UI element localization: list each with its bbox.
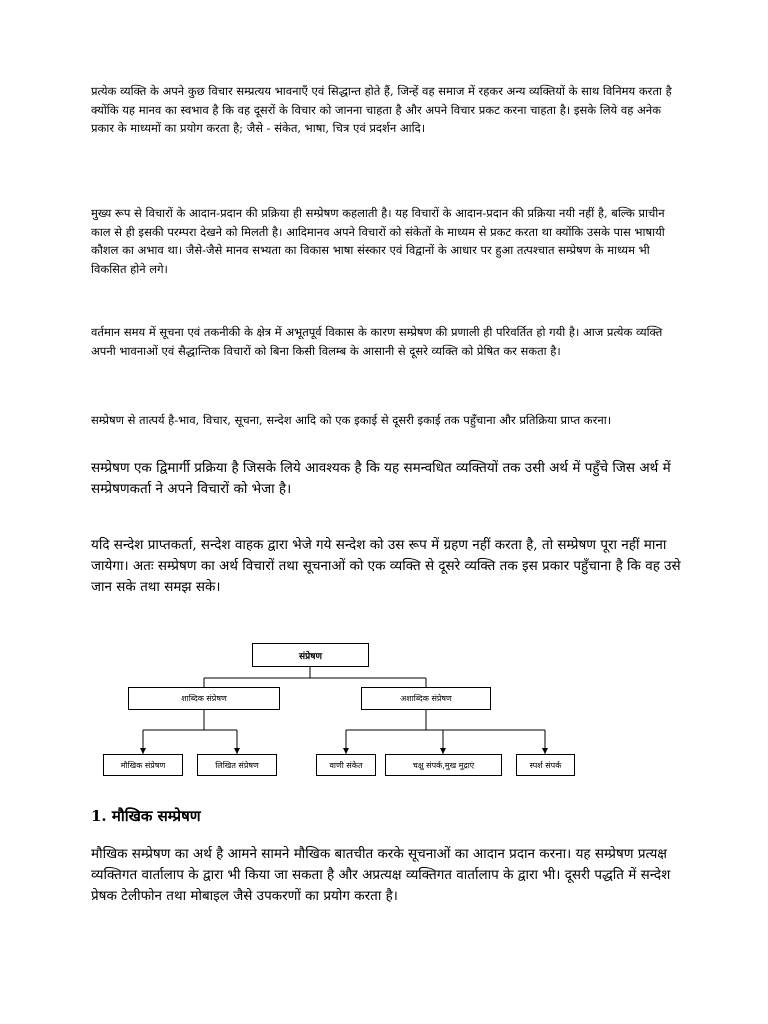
diagram-written-node: [197, 754, 277, 776]
diagram-root-label: संप्रेषण: [299, 651, 322, 662]
diagram-nonverbal-label: अशाब्दिक संप्रेषण: [400, 694, 452, 703]
diagram-eye-contact-node: [385, 754, 502, 776]
diagram-verbal-label: शाब्दिक संप्रेषण: [181, 694, 227, 703]
meaning-paragraph: सम्प्रेषण से तात्पर्य है-भाव, विचार, सूचना, सन्देश आदि को एक इकाई से दूसरी इकाई तक पहुँचाना और प्रतिक्रिया प्राप्त करना।: [91, 413, 612, 427]
two-way-process-paragraph: सम्प्रेषण एक द्विमार्गी प्रक्रिया है जिसके लिये आवश्यक है कि यह समन्वधित व्यक्तियों तक उसी अर्थ में पहुँचे जिस अर्थ में सम्प्रेषणकर्ता ने अपने विचारों को भेजा है।: [91, 460, 671, 497]
definition-paragraph: मुख्य रूप से विचारों के आदान-प्रदान की प्रक्रिया ही सम्प्रेषण कहलाती है। यह विचारों के आदान-प्रदान की प्रक्रिया नयी नहीं है, बल्कि प्राचीन काल से ही इसकी परम्परा देखने को मिलती है। आदिमानव अपने विचारों को संकेतों के माध्यम से प्रकट करता था क्योंकि उसके पास भाषायी कौशल का अभाव था। जैसे-जैसे मानव सभ्यता का विकास भाषा संस्कार एवं विद्वानों के आधार पर हुआ तत्पश्चात सम्प्रेषण के माध्यम भी विकसित होने लगे।: [91, 206, 665, 276]
diagram-eye-contact-label: चक्षु संपर्क,मुख मुद्राएं: [412, 760, 475, 770]
diagram-voice-cue-node: [316, 754, 376, 776]
diagram-verbal-node: [128, 687, 280, 710]
intro-paragraph: प्रत्येक व्यक्ति के अपने कुछ विचार सम्प्रत्यय भावनाएँ एवं सिद्धान्त होते हैं, जिन्हें वह समाज में रहकर अन्य व्यक्तियों के साथ विनिमय करता है क्योंकि यह मानव का स्वभाव है कि वह दूसरों के विचार को जानना चाहता है और अपने विचार प्रकट करना चाहता है। इसके लिये वह अनेक प्रकार के माध्यमों का प्रयोग करता है; जैसे - संकेत, भाषा, चित्र एवं प्रदर्शन आदि।: [91, 84, 672, 135]
diagram-written-label: लिखित संप्रेषण: [215, 760, 259, 770]
diagram-oral-node: [103, 754, 183, 776]
diagram-oral-label: मौखिक संप्रेषण: [120, 760, 166, 770]
section-heading: 1. मौखिक सम्प्रेषण: [91, 807, 201, 825]
diagram-nonverbal-node: [361, 687, 491, 710]
diagram-voice-cue-label: वाणी संकेत: [329, 760, 363, 770]
diagram-touch-label: स्पर्श संपर्क: [529, 760, 562, 770]
receiver-paragraph: यदि सन्देश प्राप्तकर्ता, सन्देश वाहक द्वारा भेजे गये सन्देश को उस रूप में ग्रहण नहीं करता है, तो सम्प्रेषण पूरा नहीं माना जायेगा। अतः सम्प्रेषण का अर्थ विचारों तथा सूचनाओं को एक व्यक्ति से दूसरे व्यक्ति तक इस प्रकार पहुँचाना है कि वह उसे जान सके तथा समझ सके।: [91, 537, 681, 595]
modern-era-paragraph: वर्तमान समय में सूचना एवं तकनीकी के क्षेत्र में अभूतपूर्व विकास के कारण सम्प्रेषण की प्रणाली ही परिवर्तित हो गयी है। आज प्रत्येक व्यक्ति अपनी भावनाओं एवं सैद्धान्तिक विचारों को बिना किसी विलम्ब के आसानी से दूसरे व्यक्ति को प्रेषित कर सकता है।: [91, 325, 663, 358]
oral-communication-paragraph: मौखिक सम्प्रेषण का अर्थ है आमने सामने मौखिक बातचीत करके सूचनाओं का आदान प्रदान करना। यह सम्प्रेषण प्रत्यक्ष व्यक्तिगत वार्तालाप के द्वारा भी किया जा सकता है और अप्रत्यक्ष व्यक्तिगत वार्तालाप के द्वारा भी। दूसरी पद्धति में सन्देश प्रेषक टेलीफोन तथा मोबाइल जैसे उपकरणों का प्रयोग करता है।: [91, 846, 671, 904]
diagram-touch-node: [516, 754, 575, 776]
diagram-root-node: [252, 643, 369, 667]
